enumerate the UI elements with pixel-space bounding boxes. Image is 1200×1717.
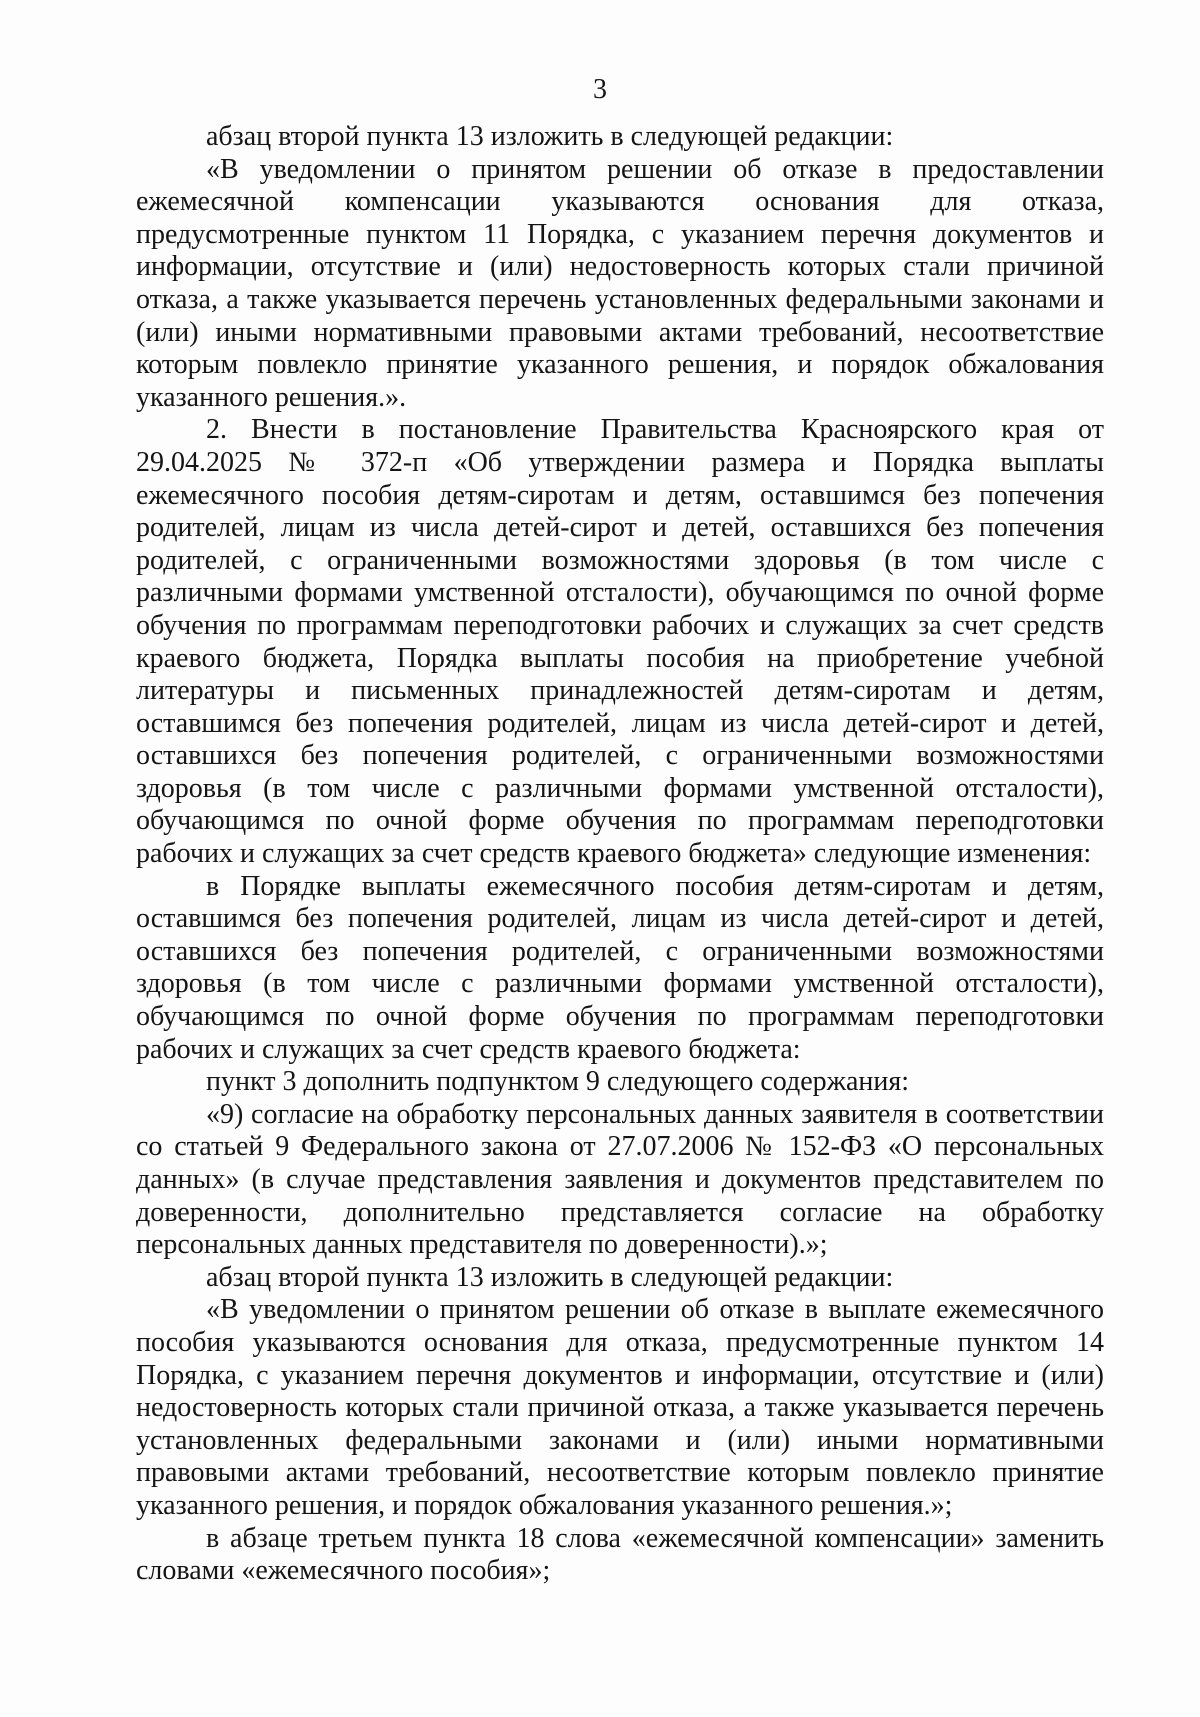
paragraph-item-2-resolution-372p: 2. Внести в постановление Правительства Красноярского края от 29.04.2025 № 372-п «Об утверждении размера и Порядка выплаты ежемесячного пособия детям-сиротам и детям, оставшимся без попечения родителей, лицам из числа детей-сирот и детей, оставшихся без попечения родителей, с ограниченными возможностями здоровья (в том числе с различными формами умственной отсталости), обучающимся по очной форме обучения по программам переподготовки рабочих и служащих за счет средств краевого бюджета, Порядка выплаты пособия на приобретение учебной литературы и письменных принадлежностей детям-сиротам и детям, оставшимся без попечения родителей, лицам из числа детей-сирот и детей, оставшихся без попечения родителей, с ограниченными возможностями здоровья (в том числе с различными формами умственной отсталости), обучающимся по очной форме обучения по программам переподготовки рабочих и служащих за счет средств краевого бюджета» следующие изменения:: [136, 414, 1104, 870]
paragraph-clause-13-text-allowance: «В уведомлении о принятом решении об отказе в выплате ежемесячного пособия указываются основания для отказа, предусмотренные пунктом 14 Порядка, с указанием перечня документов и информации, отсутствие и (или) недостоверность которых стали причиной отказа, а также указывается перечень установленных федеральными законами и (или) иными нормативными правовыми актами требований, несоответствие которым повлекло принятие указанного решения, и порядок обжалования указанного решения.»;: [136, 1294, 1104, 1521]
paragraph-clause-18-replacement: в абзаце третьем пункта 18 слова «ежемесячной компенсации» заменить словами «ежемесячного пособия»;: [136, 1522, 1104, 1587]
page-number: 3: [593, 74, 607, 105]
paragraph-amend-clause-13-intro-2: абзац второй пункта 13 изложить в следующей редакции:: [206, 1261, 894, 1293]
paragraph-monthly-allowance-procedure: в Порядке выплаты ежемесячного пособия детям-сиротам и детям, оставшимся без попечения родителей, лицам из числа детей-сирот и детей, оставшихся без попечения родителей, с ограниченными возможностями здоровья (в том числе с различными формами умственной отсталости), обучающимся по очной форме обучения по программам переподготовки рабочих и служащих за счет средств краевого бюджета:: [136, 870, 1104, 1065]
paragraph-clause-13-text-compensation: «В уведомлении о принятом решении об отказе в предоставлении ежемесячной компенсации указываются основания для отказа, предусмотренные пунктом 11 Порядка, с указанием перечня документов и информации, отсутствие и (или) недостоверность которых стали причиной отказа, а также указывается перечень установленных федеральными законами и (или) иными нормативными правовыми актами требований, несоответствие которым повлекло принятие указанного решения, и порядок обжалования указанного решения.».: [136, 153, 1104, 413]
paragraph-amend-clause-13-intro: абзац второй пункта 13 изложить в следующей редакции:: [206, 121, 894, 152]
paragraph-subclause-9-consent: «9) согласие на обработку персональных данных заявителя в соответствии со статьей 9 Федерального закона от 27.07.2006 № 152-ФЗ «О персональных данных» (в случае представления заявления и документов представителем по доверенности, дополнительно представляется согласие на обработку персональных данных представителя по доверенности).»;: [136, 1098, 1104, 1261]
paragraph-clause-3-addition: пункт 3 дополнить подпунктом 9 следующего содержания:: [206, 1066, 910, 1098]
document-body: [136, 121, 1104, 1588]
